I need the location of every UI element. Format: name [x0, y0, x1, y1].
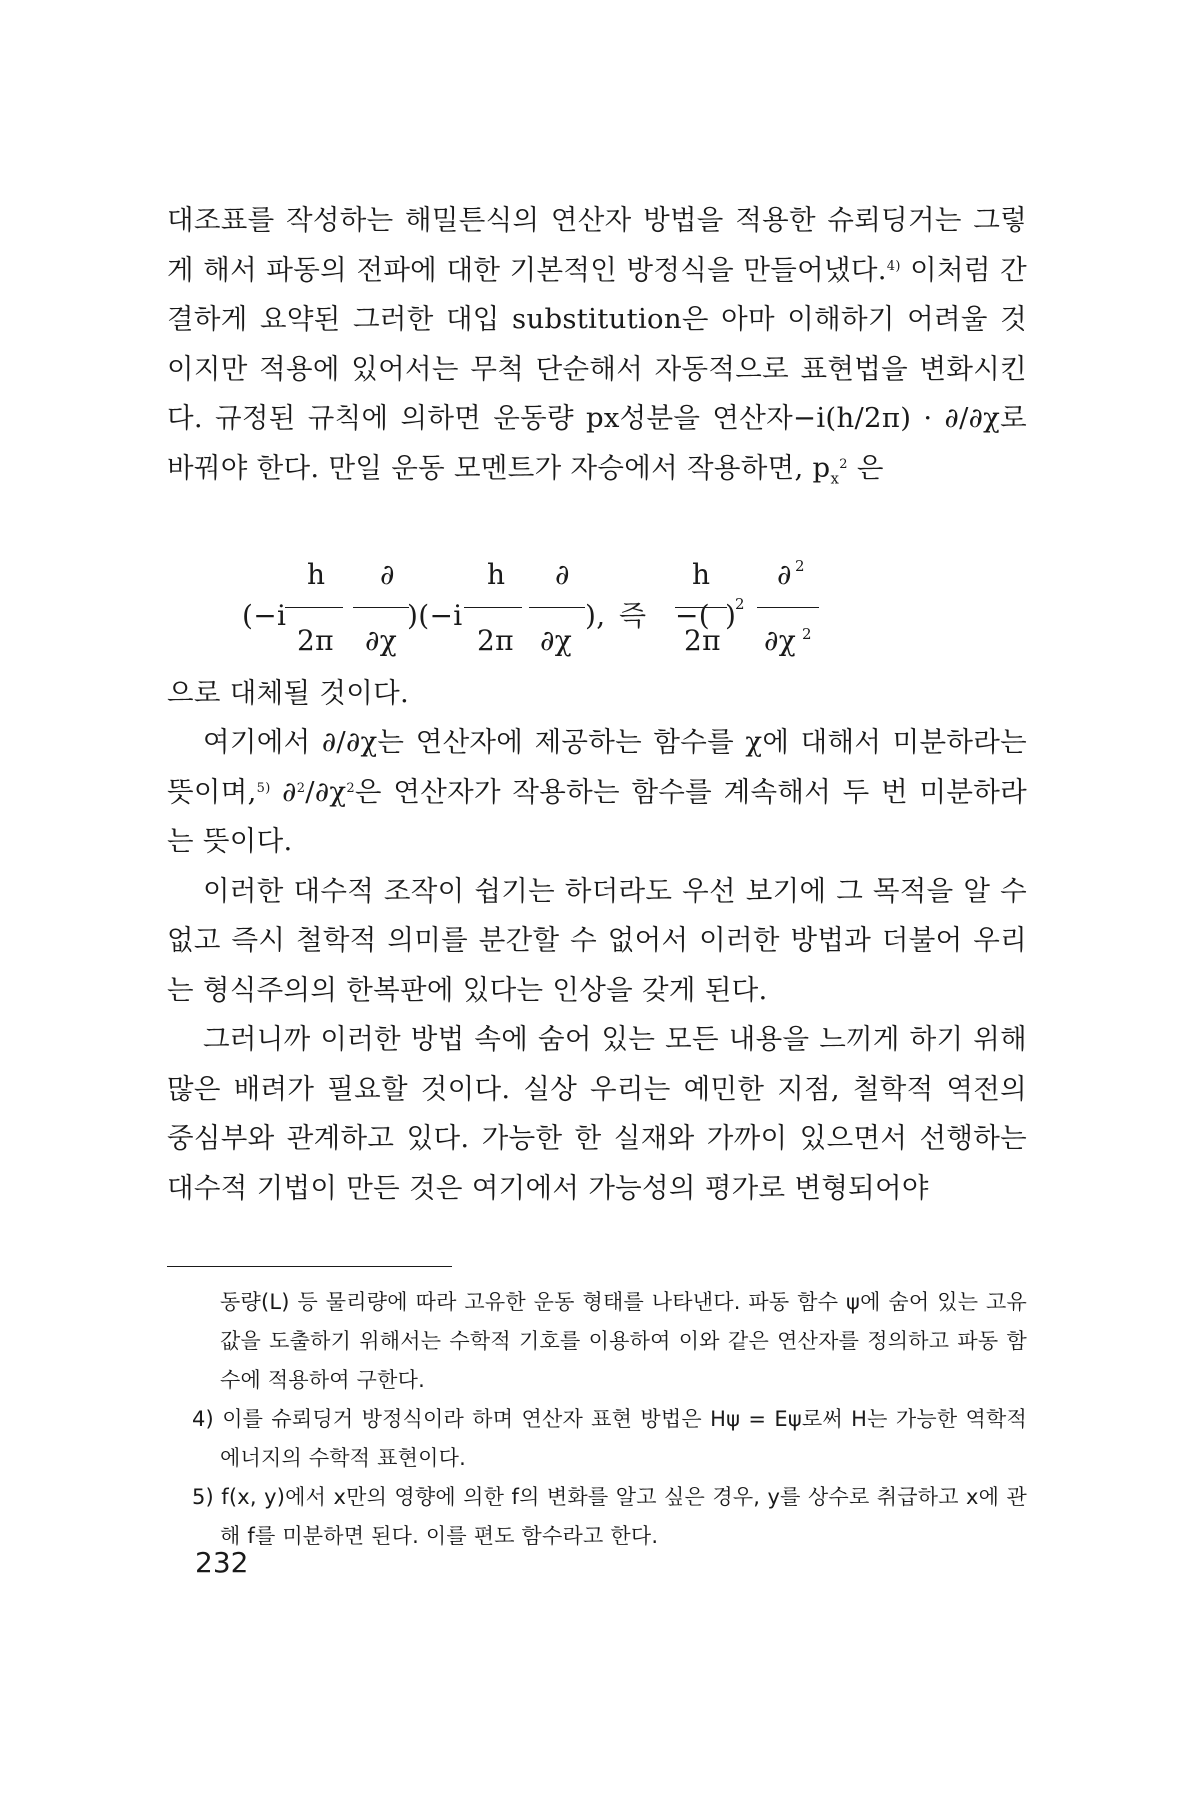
- equation: [167, 536, 1027, 696]
- eq-partial2-sup: 2: [795, 557, 805, 575]
- eq-2pi-1: 2π: [297, 624, 334, 657]
- eq-frac-line-2: [353, 607, 409, 608]
- eq-h-2: h: [487, 558, 506, 591]
- eq-frac-line-5: [675, 607, 727, 608]
- eq-close-a: ),: [585, 599, 606, 632]
- eq-sq: 2: [735, 595, 745, 613]
- eq-partial-2: ∂: [555, 558, 570, 591]
- page-number: 232: [195, 1546, 249, 1579]
- eq-frac-line-4: [529, 607, 585, 608]
- chi-squared-sup: 2: [346, 780, 355, 796]
- eq-partial2: ∂: [777, 558, 792, 591]
- paragraph-4: 이러한 대수적 조작이 쉽기는 하더라도 우선 보기에 그 목적을 알 수 없고 즉시 철학적 의미를 분간할 수 없어서 이러한 방법과 더불어 우리는 형식주의의 한복판에 있다는 인상을 갖게 된다.: [167, 874, 1027, 1006]
- paragraph-3-text-b: ∂: [270, 775, 297, 808]
- footnote-ref-4: 4): [886, 258, 901, 274]
- footnote-ref-5: 5): [256, 780, 271, 796]
- partial-squared-sup: 2: [296, 780, 306, 796]
- px-subscript: x: [830, 469, 840, 487]
- footnote-continuation: 동량(L) 등 물리량에 따라 고유한 운동 형태를 나타낸다. 파동 함수 ψ에 숨어 있는 고유값을 도출하기 위해서는 수학적 기호를 이용하여 이와 같은 연산자를 정의하고 파동 함수에 적용하여 구한다.: [220, 1290, 1027, 1392]
- eq-h-1: h: [307, 558, 326, 591]
- paragraph-3-text-d: 은 연산자가 작용하는 함수를 계속해서 두 번 미분하라는 뜻이다.: [167, 775, 1027, 857]
- eq-neg-open: −(: [675, 599, 710, 632]
- paragraph-1: [167, 196, 1027, 504]
- paragraph-1-text-c: 은: [847, 451, 884, 484]
- paragraph-5: 그러니까 이러한 방법 속에 숨어 있는 모든 내용을 느끼게 하기 위해 많은 배려가 필요할 것이다. 실상 우리는 예민한 지점, 철학적 역전의 중심부와 관계하고 있다. 가능한 한 실재와 가까이 있으면서 선행하는 대수적 기법이 만든 것은 여기에서 가능성의 평가로 변형되어야: [167, 1023, 1027, 1204]
- paragraph-3: [167, 718, 1027, 867]
- paragraph-2: 으로 대체될 것이다.: [167, 676, 410, 709]
- paragraph-3-text-c: /∂χ: [305, 775, 347, 808]
- eq-frac-line-6: [757, 607, 819, 608]
- eq-2pi-3: 2π: [684, 624, 721, 657]
- footnote-rule: [167, 1266, 452, 1267]
- footnote-5: 5) f(x, y)에서 x만의 영향에 의한 f의 변화를 알고 싶은 경우, y를 상수로 취급하고 x에 관해 f를 미분하면 된다. 이를 편도 함수라고 한다.: [192, 1485, 1027, 1548]
- eq-frac-line-3: [464, 607, 522, 608]
- eq-connector: 즉: [619, 599, 647, 632]
- equation-block: [167, 536, 1027, 696]
- eq-mid: )(−i: [407, 599, 463, 632]
- footnotes: [192, 1283, 1027, 1556]
- eq-close-sq: ): [725, 599, 737, 632]
- eq-2pi-2: 2π: [477, 624, 514, 657]
- footnote-4: 4) 이를 슈뢰딩거 방정식이라 하며 연산자 표현 방법은 Hψ = Eψ로써 H는 가능한 역학적 에너지의 수학적 표현이다.: [192, 1407, 1027, 1470]
- eq-partial-x2: ∂χ: [764, 624, 797, 657]
- paragraph-1-text-a: 대조표를 작성하는 해밀튼식의 연산자 방법을 적용한 슈뢰딩거는 그렇게 해서 파동의 전파에 대한 기본적인 방정식을 만들어냈다.: [167, 204, 1027, 286]
- eq-frac-line-1: [285, 607, 343, 608]
- px-superscript: 2: [839, 456, 848, 472]
- main-text: [167, 196, 1027, 1213]
- eq-partial-x2-sup: 2: [802, 625, 812, 643]
- eq-partial-x-2: ∂χ: [540, 624, 573, 657]
- paragraph-1-text-b: 이처럼 간결하게 요약된 그러한 대입 substitution은 아마 이해하기 어려울 것이지만 적용에 있어서는 무척 단순해서 자동적으로 표현법을 변화시킨다. 규정된 규칙에 의하면 운동량 px성분을 연산자−i(h/2π) · ∂/∂χ로 바꿔야 한다. 만일 운동 모멘트가 자승에서 작용하면, p: [167, 253, 1028, 484]
- eq-h-3: h: [692, 558, 711, 591]
- eq-open-a: (−i: [242, 599, 287, 632]
- paragraph-3-text-a: 여기에서 ∂/∂χ는 연산자에 제공하는 함수를 χ에 대해서 미분하라는 뜻이며,: [167, 726, 1027, 808]
- eq-partial-x-1: ∂χ: [365, 624, 398, 657]
- eq-partial-1: ∂: [380, 558, 395, 591]
